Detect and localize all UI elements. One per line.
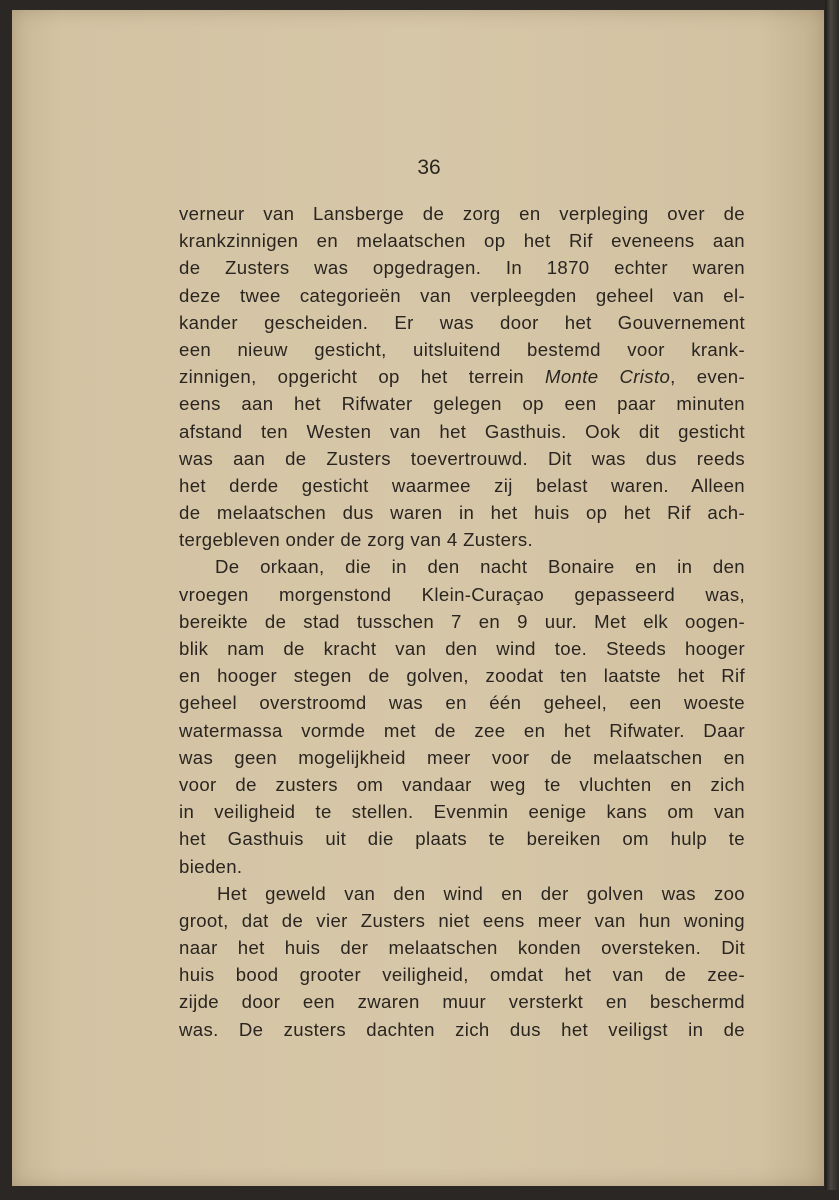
text-line-with-italic xyxy=(179,363,745,390)
text-line: de melaatschen dus waren in het huis op het Rif ach- xyxy=(179,502,745,524)
text-line: watermassa vormde met de zee en het Rifwater. Daar xyxy=(179,719,745,741)
text-line: het derde gesticht waarmee zij belast waren. Alleen xyxy=(179,474,745,496)
text-line: groot, dat de vier Zusters niet eens meer van hun woning xyxy=(179,909,745,931)
text-line: huis bood grooter veiligheid, omdat het van de zee- xyxy=(179,964,745,986)
text-line: geheel overstroomd was en één geheel, een woeste xyxy=(179,692,745,714)
text-segment: zinnigen, opgericht op het terrein xyxy=(179,366,524,388)
page-number: 36 xyxy=(417,156,441,179)
text-line: vroegen morgenstond Klein-Curaçao gepasseerd was, xyxy=(179,583,745,605)
text-line: de Zusters was opgedragen. In 1870 echter waren xyxy=(179,257,745,279)
text-line: zijde door een zwaren muur versterkt en beschermd xyxy=(179,991,745,1013)
text-line: verneur van Lansberge de zorg en verpleging over de xyxy=(179,203,745,224)
text-line: krankzinnigen en melaatschen op het Rif eveneens aan xyxy=(179,230,745,252)
text-line: was aan de Zusters toevertrouwd. Dit was dus reeds xyxy=(179,447,745,469)
text-line: en hooger stegen de golven, zoodat ten laatste het Rif xyxy=(179,665,745,687)
text-line: Het geweld van den wind en der golven was zoo xyxy=(217,882,745,904)
body-text xyxy=(179,200,745,1043)
italic-place-name: Monte Cristo xyxy=(545,366,671,388)
text-line: het Gasthuis uit die plaats te bereiken om hulp te xyxy=(179,828,745,850)
text-line: eens aan het Rifwater gelegen op een paar minuten xyxy=(179,393,745,415)
text-line: bereikte de stad tusschen 7 en 9 uur. Met elk oogen- xyxy=(179,610,745,632)
text-line: naar het huis der melaatschen konden oversteken. Dit xyxy=(179,937,745,959)
text-line: een nieuw gesticht, uitsluitend bestemd voor krank- xyxy=(179,338,745,360)
book-page xyxy=(12,10,824,1186)
text-segment: , even- xyxy=(670,366,745,388)
text-line: was. De zusters dachten zich dus het veiligst in de xyxy=(179,1018,745,1040)
text-line: bieden. xyxy=(179,855,243,877)
text-line: deze twee categorieën van verpleegden geheel van el- xyxy=(179,284,745,306)
text-line: was geen mogelijkheid meer voor de melaatschen en xyxy=(179,746,745,768)
text-line: voor de zusters om vandaar weg te vluchten en zich xyxy=(179,773,745,795)
text-line: blik nam de kracht van den wind toe. Steeds hooger xyxy=(179,638,745,659)
text-line: kander gescheiden. Er was door het Gouvernement xyxy=(179,311,745,333)
text-line: afstand ten Westen van het Gasthuis. Ook dit gesticht xyxy=(179,420,745,442)
text-line: tergebleven onder de zorg van 4 Zusters. xyxy=(179,529,534,551)
book-spine-edge xyxy=(825,0,839,1190)
text-line: in veiligheid te stellen. Evenmin eenige kans om van xyxy=(179,801,745,823)
text-line: De orkaan, die in den nacht Bonaire en in den xyxy=(215,556,745,578)
